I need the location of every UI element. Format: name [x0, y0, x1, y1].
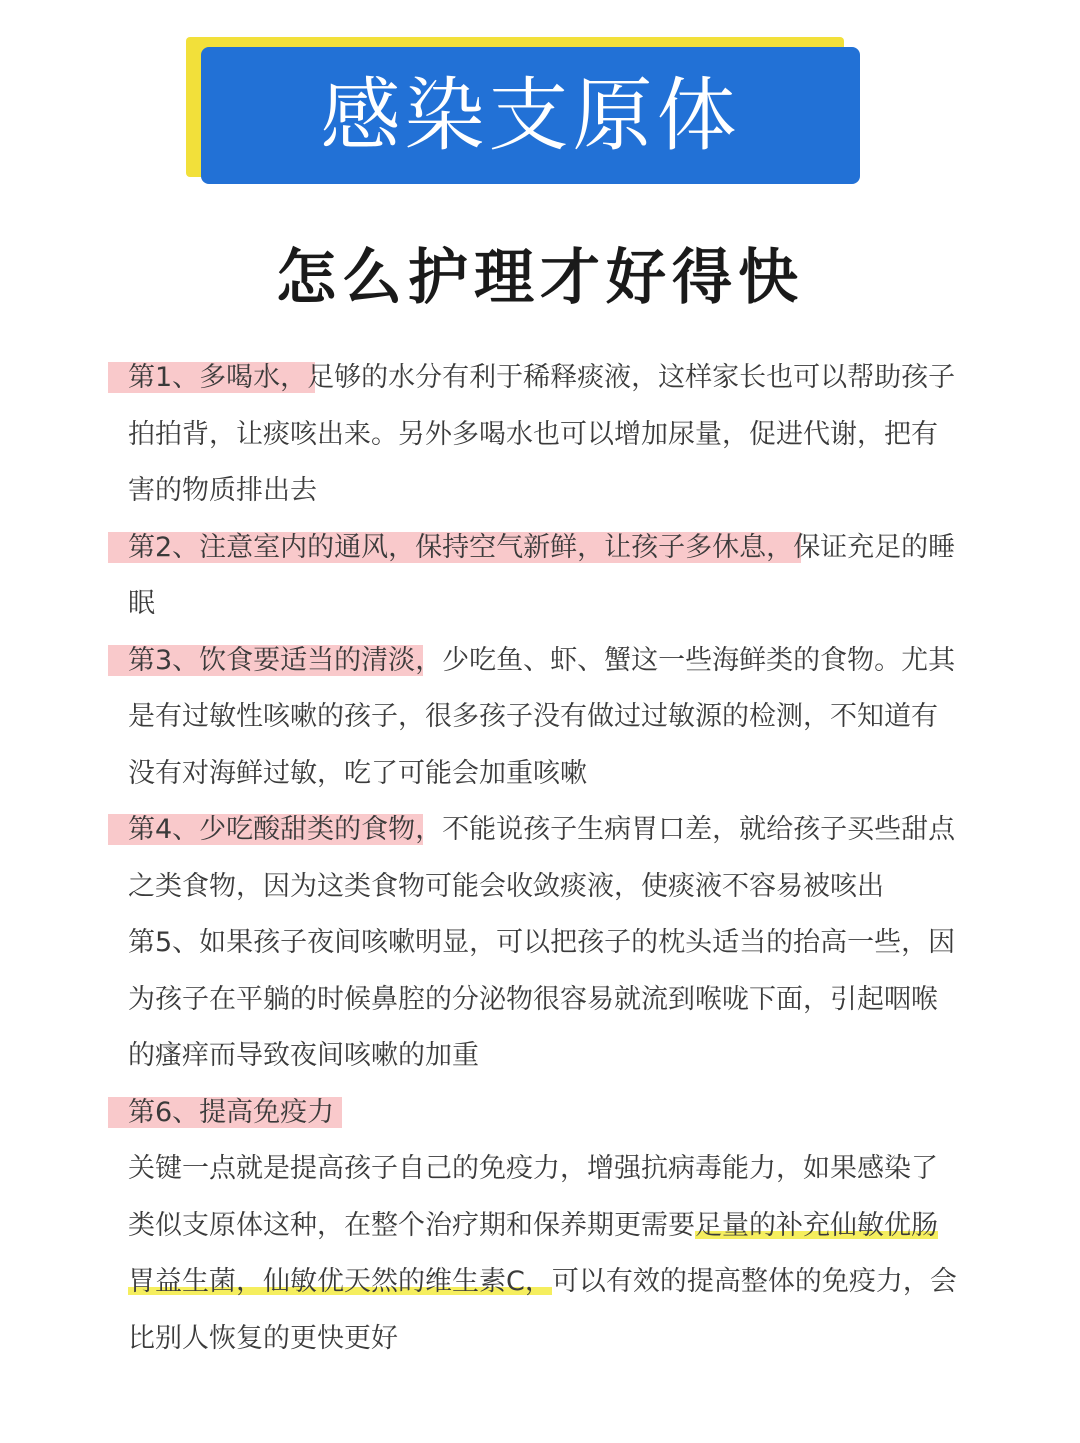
tip-1-text: 足够的水分有利于稀释痰液，这样家长也可以帮助孩子拍拍背，让痰咳出来。另外多喝水也可以增加尿量，促进代谢，把有害的物质排出去 — [128, 362, 956, 506]
tip-3 — [128, 633, 960, 803]
tip-1 — [128, 350, 960, 520]
tip-4-heading: 第4、少吃酸甜类的食物 — [128, 814, 416, 845]
page-title: 感染支原体 — [320, 68, 741, 162]
tip-5 — [128, 915, 960, 1085]
tip-5-text: 第5、如果孩子夜间咳嗽明显，可以把孩子的枕头适当的抬高一些，因为孩子在平躺的时候鼻腔的分泌物很容易就流到喉咙下面，引起咽喉的瘙痒而导致夜间咳嗽的加重 — [128, 927, 956, 1071]
title-banner — [201, 47, 860, 184]
tip-2-heading: 第2、注意室内的通风，保持空气新鲜，让孩子多休息， — [128, 531, 794, 563]
tip-6 — [128, 1085, 960, 1142]
tip-2-text: 保证充足的睡眠 — [128, 531, 956, 619]
tip-3-heading: 第3、饮食要适当的清淡 — [128, 644, 416, 676]
tip-1-heading: 第1、多喝水， — [128, 362, 308, 393]
tip-4 — [128, 802, 960, 915]
tip-6-underlined-text: 足量的补充仙敏优肠胃益生菌，仙敏优天然的维生素C， — [128, 1209, 938, 1297]
tip-6-heading: 第6、提高免疫力 — [128, 1096, 335, 1128]
tip-6-text-before: 关键一点就是提高孩子自己的免疫力，增强抗病毒能力，如果感染了类似支原体这种，在整个治疗期和保养期更需要 — [128, 1153, 938, 1241]
tip-3-text: ，少吃鱼、虾、蟹这一些海鲜类的食物。尤其是有过敏性咳嗽的孩子，很多孩子没有做过过敏源的检测，不知道有没有对海鲜过敏，吃了可能会加重咳嗽 — [128, 644, 956, 789]
article-body — [128, 350, 960, 1367]
page-subtitle: 怎么护理才好得快 — [276, 243, 804, 313]
tip-2 — [128, 520, 960, 633]
tip-6-text-after: 可以有效的提高整体的免疫力，会比别人恢复的更快更好 — [128, 1266, 957, 1354]
tip-6-detail — [128, 1141, 960, 1367]
tip-4-text: ，不能说孩子生病胃口差，就给孩子买些甜点之类食物，因为这类食物可能会收敛痰液，使痰液不容易被咳出 — [128, 814, 956, 902]
